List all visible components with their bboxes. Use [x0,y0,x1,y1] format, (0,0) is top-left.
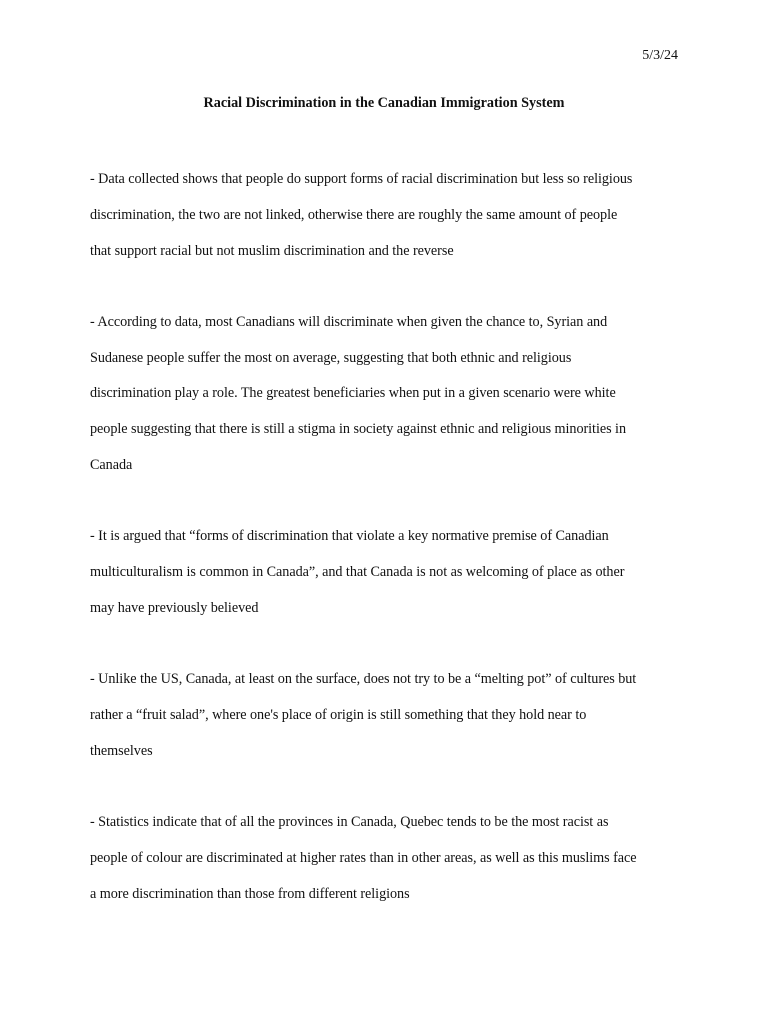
paragraph-line: discrimination, the two are not linked, otherwise there are roughly the same amount of people [90,206,618,223]
paragraph-4 [90,662,690,769]
document-title: Racial Discrimination in the Canadian Immigration System [203,95,565,111]
paragraph-line: that support racial but not muslim discrimination and the reverse [90,242,454,259]
paragraph-line: may have previously believed [90,599,259,616]
paragraph-line: a more discrimination than those from different religions [90,885,410,902]
paragraph-line: people suggesting that there is still a stigma in society against ethnic and religious minorities in [90,421,626,438]
paragraph-line: rather a “fruit salad”, where one's place of origin is still something that they hold near to [90,707,587,724]
paragraph-line: people of colour are discriminated at higher rates than in other areas, as well as this muslims face [90,849,637,866]
paragraph-line: - It is argued that “forms of discrimination that violate a key normative premise of Canadian [90,528,609,545]
paragraph-line: - According to data, most Canadians will discriminate when given the chance to, Syrian and [90,313,608,330]
paragraph-line: - Unlike the US, Canada, at least on the surface, does not try to be a “melting pot” of cultures but [90,671,637,688]
paragraph-line: - Data collected shows that people do support forms of racial discrimination but less so religious [90,171,633,187]
paragraph-line: themselves [90,742,153,759]
document-body [90,162,690,948]
paragraph-5 [90,805,690,912]
paragraph-line: - Statistics indicate that of all the provinces in Canada, Quebec tends to be the most racist as [90,814,609,831]
paragraph-line: Sudanese people suffer the most on average, suggesting that both ethnic and religious [90,349,572,366]
paragraph-1 [90,162,690,269]
paragraph-3 [90,519,690,626]
paragraph-line: multiculturalism is common in Canada”, and that Canada is not as welcoming of place as other [90,564,625,581]
paragraph-line: discrimination play a role. The greatest beneficiaries when put in a given scenario were white [90,385,616,402]
document-date: 5/3/24 [642,48,678,63]
paragraph-line: Canada [90,457,133,474]
paragraph-2 [90,305,690,484]
